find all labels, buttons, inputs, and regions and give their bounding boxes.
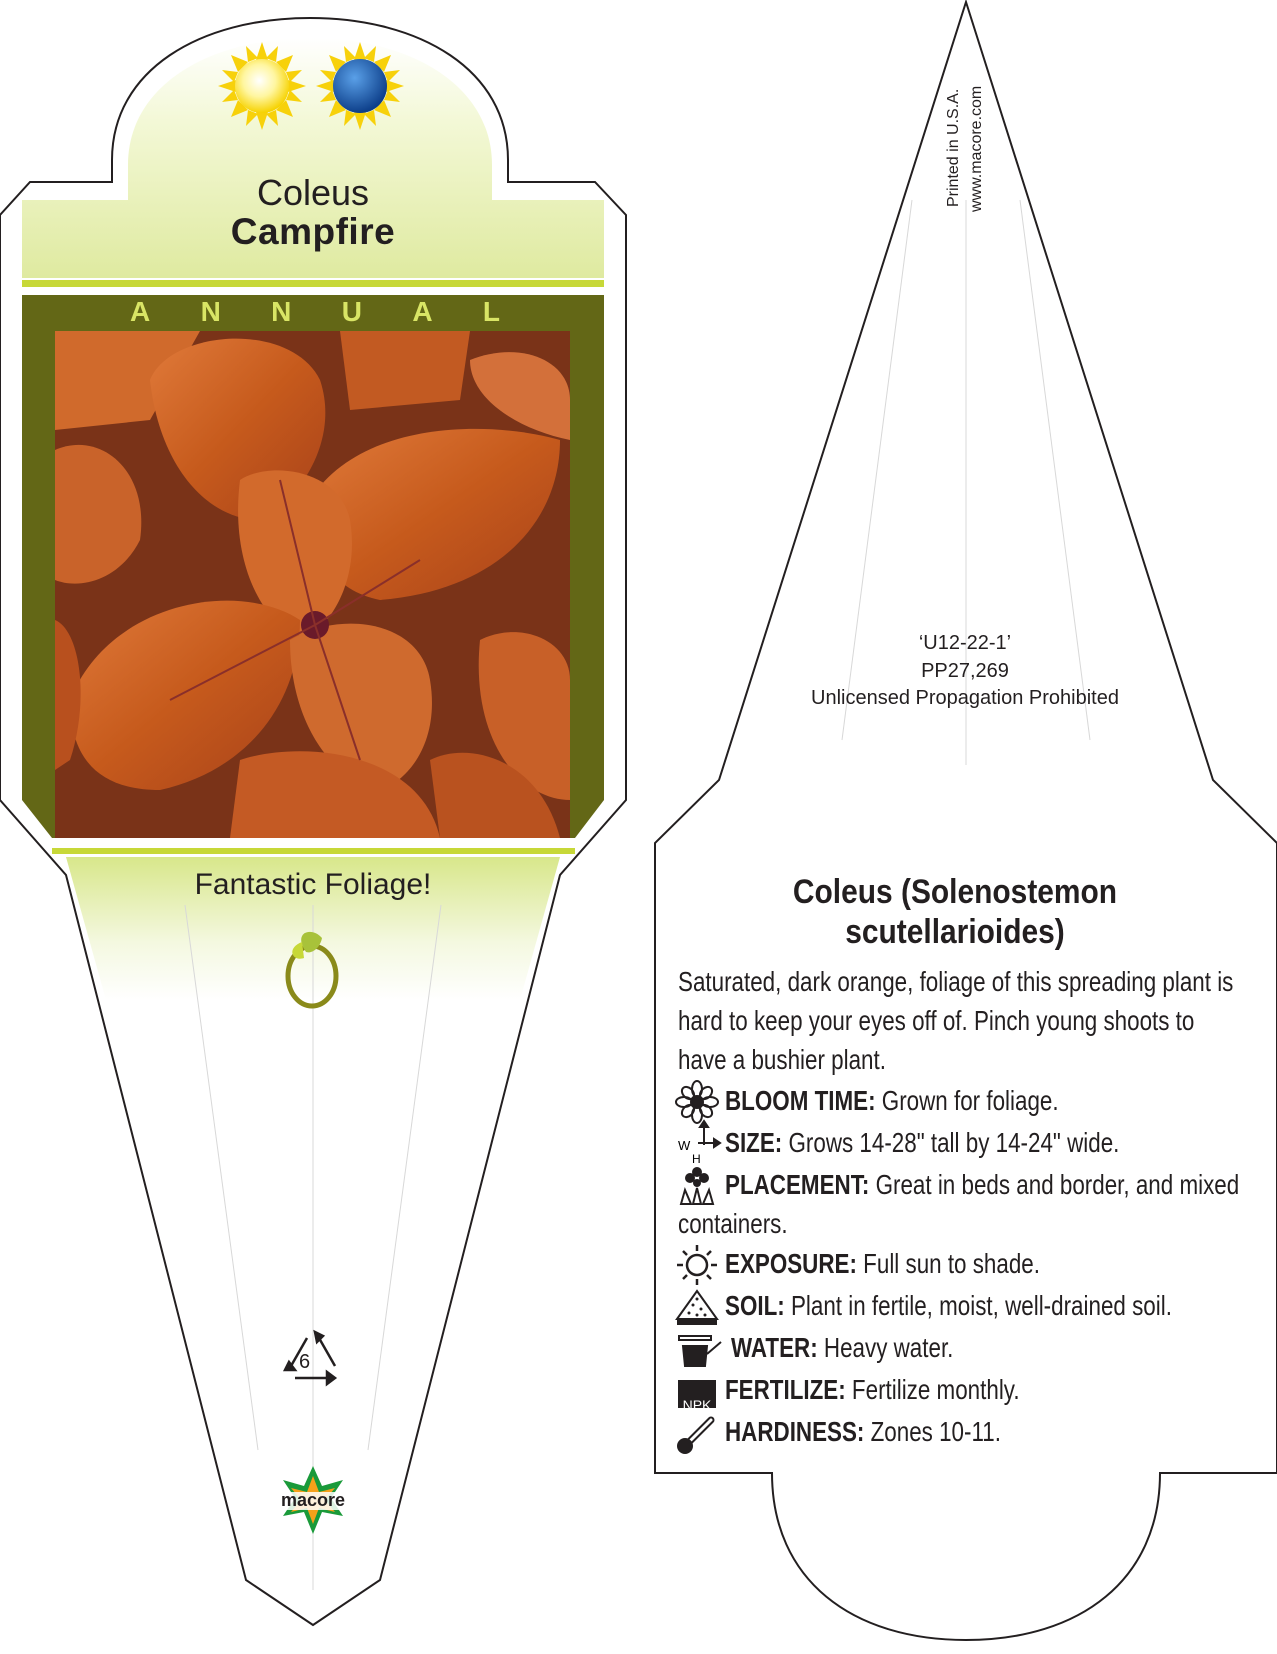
description-line: Saturated, dark orange, foliage of this spreading plant is <box>678 966 1234 997</box>
front-green-band-lower <box>52 848 575 854</box>
attr-label: BLOOM TIME: <box>725 1085 876 1116</box>
category-letter: L <box>482 296 500 327</box>
attr-label: SIZE: <box>725 1127 783 1158</box>
attr-label: WATER: <box>731 1332 818 1363</box>
size-icon-h: H <box>692 1152 701 1166</box>
coleus-photo <box>55 331 570 838</box>
category-letter: N <box>200 296 221 327</box>
attr-label: EXPOSURE: <box>725 1248 857 1279</box>
category-letter: U <box>341 296 362 327</box>
attr-value: Fertilize monthly. <box>845 1374 1020 1405</box>
attr-value: Great in beds and border, and mixed <box>869 1169 1240 1200</box>
attr-label: SOIL: <box>725 1290 785 1321</box>
category-letter: A <box>412 296 433 327</box>
description-line: have a bushier plant. <box>678 1044 886 1075</box>
attr-placement <box>725 1169 1239 1201</box>
printed-in-usa: Printed in U.S.A. <box>945 88 962 207</box>
botanical-name-line1: Coleus (Solenostemon <box>792 873 1118 911</box>
attr-soil <box>725 1290 1172 1322</box>
attr-placement-cont: containers. <box>678 1208 788 1239</box>
propagation-notice: Unlicensed Propagation Prohibited <box>811 687 1119 709</box>
attr-label: FERTILIZE: <box>725 1374 846 1405</box>
front-title-variety: Campfire <box>230 211 396 252</box>
attr-value: Grows 14-28" tall by 14-24" wide. <box>782 1127 1120 1158</box>
attr-hardiness <box>725 1416 1001 1448</box>
patent-number: PP27,269 <box>921 660 1009 682</box>
brand-logo-text: macore <box>280 1490 346 1510</box>
website-url: www.macore.com <box>968 85 985 212</box>
category-letter: N <box>271 296 292 327</box>
attr-label: PLACEMENT: <box>725 1169 870 1200</box>
full-sun-icon <box>218 42 306 130</box>
category-label <box>130 296 500 328</box>
attr-bloom-time <box>725 1085 1059 1117</box>
category-letter: A <box>130 296 151 327</box>
attr-value: Grown for foliage. <box>875 1085 1059 1116</box>
attr-value: Plant in fertile, moist, well-drained soil. <box>784 1290 1172 1321</box>
recycle-number: 6 <box>299 1351 311 1373</box>
attr-value: Heavy water. <box>817 1332 954 1363</box>
tagline: Fantastic Foliage! <box>194 868 432 901</box>
attr-water <box>731 1332 953 1364</box>
variety-code: ‘U12-22-1’ <box>918 632 1012 654</box>
attr-size <box>725 1127 1119 1159</box>
npk-icon-label: NPK <box>682 1397 712 1413</box>
front-green-band <box>22 280 604 287</box>
attr-value: Full sun to shade. <box>856 1248 1040 1279</box>
attr-fertilize <box>725 1374 1020 1406</box>
size-icon-w: W <box>678 1138 691 1153</box>
description-line: hard to keep your eyes off of. Pinch young shoots to <box>678 1005 1195 1036</box>
attr-exposure <box>725 1248 1040 1280</box>
front-title-genus: Coleus <box>256 172 370 213</box>
attr-value: Zones 10-11. <box>864 1416 1001 1447</box>
shade-sun-icon <box>316 42 404 130</box>
attr-label: HARDINESS: <box>725 1416 865 1447</box>
botanical-name-line2: scutellarioides) <box>845 913 1065 951</box>
